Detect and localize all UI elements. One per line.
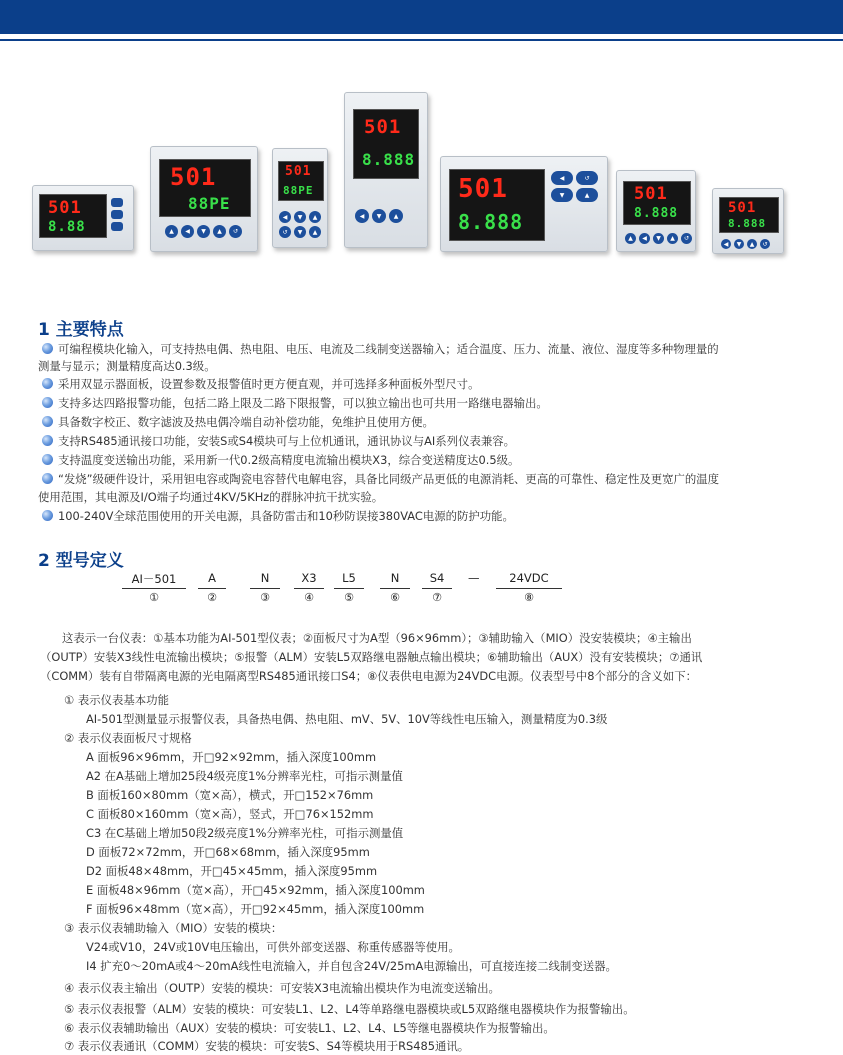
instrument-4-sv: 8.888 — [362, 150, 416, 169]
section-1-title: 1 主要特点 — [38, 320, 124, 340]
instrument-7: 501 8.888 ◀ ▼ ▲ ↺ — [712, 188, 784, 254]
spec-line: A2 在A基础上增加25段4级亮度1%分辨率光柱，可指示测量值 — [86, 769, 403, 783]
intro-line: （COMM）装有自带隔离电源的光电隔离型RS485通讯接口S4；⑧仪表供电电源为24VDC电源。仪表型号中8个部分的含义如下： — [40, 669, 697, 683]
spec-line: ④ 表示仪表主输出（OUTP）安装的模块：可安装X3电流输出模块作为电流变送输出。 — [64, 981, 500, 995]
spec-line: C 面板80×160mm（宽×高），竖式，开□76×152mm — [86, 807, 374, 821]
instrument-3-sv: 88PE — [283, 184, 314, 197]
spec-line: ⑥ 表示仪表辅助输出（AUX）安装的模块：可安装L1、L2、L4、L5等继电器模块作为报警输出。 — [64, 1021, 555, 1035]
instrument-3: 501 88PE ◀ ▼ ▲ ↺ ▼ ▲ — [272, 148, 328, 248]
model-segment: L5 ⑤ — [334, 571, 364, 604]
model-segment: X3 ④ — [294, 571, 324, 604]
feature-line: 具备数字校正、数字滤波及热电偶冷端自动补偿功能，免维护且使用方便。 — [42, 416, 434, 430]
model-segment: N ③ — [250, 571, 280, 604]
header-rule — [0, 39, 843, 41]
model-code-row — [0, 571, 843, 611]
spec-line: D 面板72×72mm，开□68×68mm，插入深度95mm — [86, 845, 370, 859]
instrument-2-pv: 501 — [170, 163, 217, 191]
bullet-icon — [42, 343, 53, 354]
spec-line: ⑤ 表示仪表报警（ALM）安装的模块：可安装L1、L2、L4等单路继电器模块或L5双路继电器模块作为报警输出。 — [64, 1002, 635, 1016]
instrument-6-pv: 501 — [634, 184, 668, 204]
feature-line: 支持温度变送输出功能，采用新一代0.2级高精度电流输出模块X3，综合变送精度达0.5级。 — [42, 454, 519, 468]
spec-line: C3 在C基础上增加50段2级亮度1%分辨率光柱，可指示测量值 — [86, 826, 404, 840]
instrument-6-sv: 8.888 — [634, 206, 679, 221]
bullet-icon — [42, 416, 53, 427]
feature-line: 支持RS485通讯接口功能，安装S或S4模块可与上位机通讯，通讯协议与AI系列仪表兼容。 — [42, 435, 515, 449]
feature-line: 测量与显示；测量精度高达0.3级。 — [38, 359, 216, 373]
header-band — [0, 0, 843, 34]
feature-line: 使用范围，其电源及I/O端子均通过4KV/5KHz的群脉冲抗干扰实验。 — [38, 490, 384, 504]
instrument-5-sv: 8.888 — [458, 210, 524, 234]
spec-line: F 面板96×48mm（宽×高），开□92×45mm，插入深度100mm — [86, 902, 425, 916]
model-segment: AI－501 ① — [122, 571, 186, 604]
model-segment: N ⑥ — [380, 571, 410, 604]
spec-line: D2 面板48×48mm，开□45×45mm，插入深度95mm — [86, 864, 378, 878]
instrument-1-sv: 8.88 — [48, 219, 86, 235]
bullet-icon — [42, 454, 53, 465]
intro-line: （OUTP）安装X3线性电流输出模块；⑤报警（ALM）安装L5双路继电器触点输出模块；⑥辅助输出（AUX）没有安装模块；⑦通讯 — [40, 650, 703, 664]
instrument-4: 501 8.888 ◀ ▼ ▲ — [344, 92, 428, 248]
model-segment: A ② — [198, 571, 226, 604]
spec-line: E 面板48×96mm（宽×高），开□45×92mm，插入深度100mm — [86, 883, 425, 897]
section-2-title: 2 型号定义 — [38, 551, 124, 571]
instrument-4-pv: 501 — [364, 116, 402, 138]
instrument-5: 501 8.888 ◀ ↺ ▼ ▲ — [440, 156, 608, 252]
instrument-1-pv: 501 — [48, 198, 82, 218]
model-segment: 24VDC ⑧ — [496, 571, 562, 604]
instrument-5-pv: 501 — [458, 174, 508, 204]
instrument-6: 501 8.888 ▲ ◀ ▼ ▲ ↺ — [616, 170, 696, 252]
instrument-1 — [32, 185, 134, 251]
spec-line: ③ 表示仪表辅助输入（MIO）安装的模块： — [64, 921, 283, 935]
spec-line: ① 表示仪表基本功能 — [64, 693, 169, 707]
feature-line: “发烧”级硬件设计，采用钽电容或陶瓷电容替代电解电容，具备比同级产品更低的电源消耗、更高的可靠性、稳定性及更宽广的温度 — [42, 473, 719, 487]
feature-line: 可编程模块化输入，可支持热电偶、热电阻、电压、电流及二线制变送器输入；适合温度、压力、流量、液位、湿度等多种物理量的 — [42, 343, 719, 357]
spec-line: V24或V10，24V或10V电压输出，可供外部变送器、称重传感器等使用。 — [86, 940, 460, 954]
spec-line: ⑦ 表示仪表通讯（COMM）安装的模块：可安装S、S4等模块用于RS485通讯。 — [64, 1039, 470, 1053]
spec-line: A 面板96×96mm，开□92×92mm，插入深度100mm — [86, 750, 377, 764]
bullet-icon — [42, 435, 53, 446]
feature-line: 支持多达四路报警功能，包括二路上限及二路下限报警，可以独立输出也可共用一路继电器输出。 — [42, 397, 548, 411]
intro-line: 这表示一台仪表：①基本功能为AI-501型仪表；②面板尺寸为A型（96×96mm）；③辅助输入（MIO）没安装模块；④主输出 — [62, 631, 692, 645]
instrument-3-pv: 501 — [285, 164, 312, 179]
instrument-7-sv: 8.888 — [728, 217, 767, 230]
spec-line: B 面板160×80mm（宽×高），横式，开□152×76mm — [86, 788, 374, 802]
spec-line: AI-501型测量显示报警仪表，具备热电偶、热电阻、mV、5V、10V等线性电压输入，测量精度为0.3级 — [86, 712, 608, 726]
product-photo — [30, 90, 800, 260]
bullet-icon — [42, 510, 53, 521]
feature-line: 100-240V全球范围使用的开关电源，具备防雷击和10秒防误接380VAC电源的防护功能。 — [42, 510, 514, 524]
model-segment: S4 ⑦ — [422, 571, 452, 604]
spec-line: I4 扩充0～20mA或4～20mA线性电流输入，并自包含24V/25mA电源输出，可直接连接二线制变送器。 — [86, 959, 617, 973]
instrument-7-pv: 501 — [728, 200, 757, 216]
bullet-icon — [42, 473, 53, 484]
instrument-2-sv: 88PE — [188, 194, 231, 213]
feature-line: 采用双显示器面板，设置参数及报警值时更方便直观，并可选择多种面板外型尺寸。 — [42, 378, 479, 392]
bullet-icon — [42, 378, 53, 389]
bullet-icon — [42, 397, 53, 408]
spec-line: ② 表示仪表面板尺寸规格 — [64, 731, 192, 745]
model-dash: — — [468, 571, 480, 585]
instrument-2: 501 88PE ▲ ◀ ▼ ▲ ↺ — [150, 146, 258, 252]
